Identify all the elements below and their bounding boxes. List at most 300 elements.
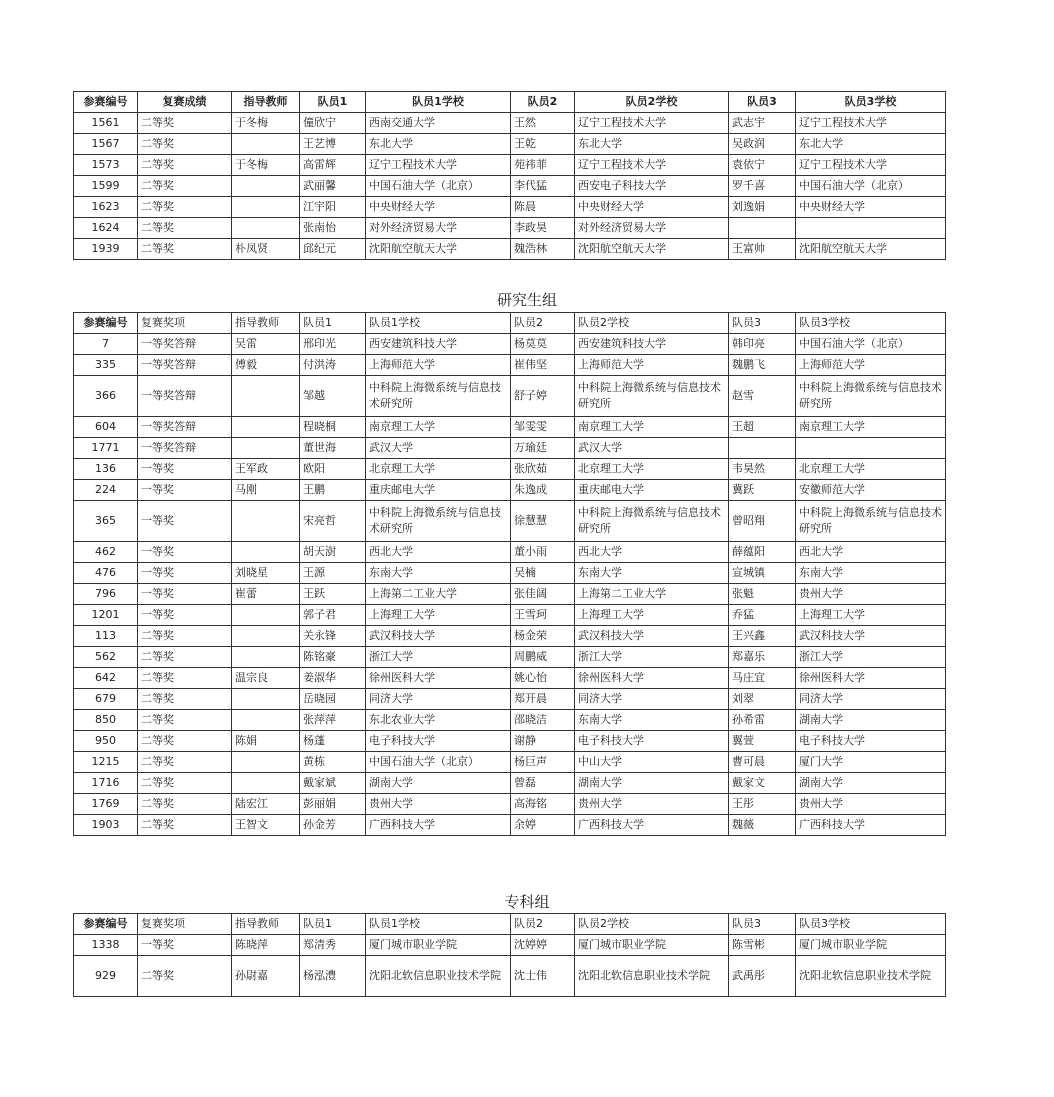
- table-cell: 陈娟: [232, 731, 300, 752]
- table-cell: 中央财经大学: [575, 197, 729, 218]
- table-cell: 上海第二工业大学: [575, 584, 729, 605]
- table-cell: 东南大学: [796, 563, 946, 584]
- table-cell: [232, 647, 300, 668]
- table-cell: 彭丽娟: [300, 794, 366, 815]
- table-cell: 杨莫莫: [511, 334, 575, 355]
- table-cell: 李政昊: [511, 218, 575, 239]
- table-cell: 电子科技大学: [366, 731, 511, 752]
- table-cell: 戴家文: [729, 773, 796, 794]
- table-cell: 广西科技大学: [575, 815, 729, 836]
- table-cell: 二等奖: [138, 956, 232, 997]
- table-cell: 南京理工大学: [366, 417, 511, 438]
- table-cell: 罗千喜: [729, 176, 796, 197]
- table-cell: 吴楠: [511, 563, 575, 584]
- table-cell: 厦门城市职业学院: [796, 935, 946, 956]
- table-cell: 万瑜廷: [511, 438, 575, 459]
- table-cell: 张南怡: [300, 218, 366, 239]
- table-cell: 僮欣宁: [300, 113, 366, 134]
- table-row: [74, 626, 946, 647]
- table-cell: 西北大学: [796, 542, 946, 563]
- table-cell: 贵州大学: [366, 794, 511, 815]
- table-cell: 陈雪彬: [729, 935, 796, 956]
- table-row: [74, 113, 946, 134]
- table-cell: 对外经济贸易大学: [366, 218, 511, 239]
- table-cell: 沈阳航空航天大学: [575, 239, 729, 260]
- table-cell: 付洪涛: [300, 355, 366, 376]
- table-cell: 北京理工大学: [796, 459, 946, 480]
- table-cell: [232, 176, 300, 197]
- column-header: 队员2: [511, 313, 575, 334]
- column-header: 队员3: [729, 914, 796, 935]
- table-cell: 袁依宁: [729, 155, 796, 176]
- table-row: [74, 956, 946, 997]
- table-row: [74, 355, 946, 376]
- table-cell: 辽宁工程技术大学: [366, 155, 511, 176]
- table-cell: 沈婷婷: [511, 935, 575, 956]
- graduate-results-table: [73, 312, 946, 836]
- column-header: 队员1: [300, 914, 366, 935]
- table-cell: 厦门大学: [796, 752, 946, 773]
- table-cell: 赵雪: [729, 376, 796, 417]
- table-cell: 邹越: [300, 376, 366, 417]
- table-cell: 上海师范大学: [796, 355, 946, 376]
- table-row: [74, 218, 946, 239]
- table-cell: 1771: [74, 438, 138, 459]
- table-cell: 戴家斌: [300, 773, 366, 794]
- table-cell: 王超: [729, 417, 796, 438]
- table-cell: 二等奖: [138, 773, 232, 794]
- table-cell: 东南大学: [575, 563, 729, 584]
- table-cell: 湖南大学: [575, 773, 729, 794]
- table-cell: 贵州大学: [575, 794, 729, 815]
- column-header: 队员3学校: [796, 914, 946, 935]
- table-cell: 王智文: [232, 815, 300, 836]
- table-cell: 同济大学: [366, 689, 511, 710]
- table-cell: 郑嘉乐: [729, 647, 796, 668]
- table-cell: 翼萱: [729, 731, 796, 752]
- table-cell: 二等奖: [138, 647, 232, 668]
- table-cell: 贵州大学: [796, 584, 946, 605]
- column-header: 队员2学校: [575, 914, 729, 935]
- table-cell: 马庄宜: [729, 668, 796, 689]
- table-cell: [232, 773, 300, 794]
- table-cell: 崔蕾: [232, 584, 300, 605]
- table-cell: 东北农业大学: [366, 710, 511, 731]
- table-cell: 孙金芳: [300, 815, 366, 836]
- table-cell: 中国石油大学（北京）: [366, 752, 511, 773]
- table-cell: 604: [74, 417, 138, 438]
- table-cell: [232, 501, 300, 542]
- table-cell: 中央财经大学: [366, 197, 511, 218]
- table-cell: 武汉大学: [366, 438, 511, 459]
- table-cell: 重庆邮电大学: [575, 480, 729, 501]
- table-cell: 中科院上海微系统与信息技术研究所: [366, 376, 511, 417]
- table-cell: 胡天澍: [300, 542, 366, 563]
- table-cell: 西安建筑科技大学: [575, 334, 729, 355]
- table-cell: 中国石油大学（北京）: [796, 334, 946, 355]
- table-cell: 朴凤贤: [232, 239, 300, 260]
- table-cell: 一等奖答辩: [138, 438, 232, 459]
- table-cell: 950: [74, 731, 138, 752]
- table-cell: 杨巨声: [511, 752, 575, 773]
- table-row: [74, 134, 946, 155]
- table-row: [74, 438, 946, 459]
- table-cell: 王然: [511, 113, 575, 134]
- column-header: 队员1学校: [366, 914, 511, 935]
- table-cell: [232, 376, 300, 417]
- table-cell: 中科院上海微系统与信息技术研究所: [575, 376, 729, 417]
- column-header: 参赛编号: [74, 313, 138, 334]
- table-cell: 重庆邮电大学: [366, 480, 511, 501]
- table-cell: 中山大学: [575, 752, 729, 773]
- table-cell: 沈阳北软信息职业技术学院: [366, 956, 511, 997]
- table-cell: [232, 605, 300, 626]
- table-cell: 程晓桐: [300, 417, 366, 438]
- table-cell: 陈铭豪: [300, 647, 366, 668]
- table-cell: 董小雨: [511, 542, 575, 563]
- table-cell: [232, 438, 300, 459]
- table-cell: 董世海: [300, 438, 366, 459]
- table-cell: 李代猛: [511, 176, 575, 197]
- table-cell: 一等奖答辩: [138, 355, 232, 376]
- table-cell: 上海师范大学: [575, 355, 729, 376]
- table-cell: 1215: [74, 752, 138, 773]
- column-header: 队员2: [511, 92, 575, 113]
- table-row: [74, 155, 946, 176]
- table-cell: 陈晓萍: [232, 935, 300, 956]
- table-cell: 厦门城市职业学院: [366, 935, 511, 956]
- column-header: 队员1: [300, 313, 366, 334]
- table-cell: 二等奖: [138, 710, 232, 731]
- table-cell: 欧阳: [300, 459, 366, 480]
- table-cell: 1769: [74, 794, 138, 815]
- table-cell: [729, 218, 796, 239]
- table-cell: 浙江大学: [366, 647, 511, 668]
- table-cell: 孙尉嘉: [232, 956, 300, 997]
- table-cell: 462: [74, 542, 138, 563]
- vocational-results-table: [73, 913, 946, 997]
- table-cell: 562: [74, 647, 138, 668]
- undergrad-results-table: [73, 91, 946, 260]
- table-cell: 韦昊然: [729, 459, 796, 480]
- table-header-row: [74, 914, 946, 935]
- table-cell: 850: [74, 710, 138, 731]
- table-cell: 上海理工大学: [575, 605, 729, 626]
- table-cell: 曹可晨: [729, 752, 796, 773]
- table-cell: 电子科技大学: [575, 731, 729, 752]
- table-cell: 魏薇: [729, 815, 796, 836]
- table-cell: 1623: [74, 197, 138, 218]
- table-cell: 二等奖: [138, 794, 232, 815]
- table-cell: 湖南大学: [796, 710, 946, 731]
- table-cell: 二等奖: [138, 626, 232, 647]
- table-cell: 642: [74, 668, 138, 689]
- table-cell: 上海师范大学: [366, 355, 511, 376]
- table-cell: 二等奖: [138, 176, 232, 197]
- table-cell: 东北大学: [575, 134, 729, 155]
- table-cell: 武汉大学: [575, 438, 729, 459]
- table-cell: 二等奖: [138, 197, 232, 218]
- section-title-graduate: 研究生组: [496, 291, 557, 309]
- table-cell: 王源: [300, 563, 366, 584]
- table-cell: 365: [74, 501, 138, 542]
- table-cell: 舒子婷: [511, 376, 575, 417]
- table-cell: 一等奖答辩: [138, 417, 232, 438]
- table-cell: 上海理工大学: [796, 605, 946, 626]
- table-cell: 黄栋: [300, 752, 366, 773]
- column-header: 队员1学校: [366, 313, 511, 334]
- column-header: 参赛编号: [74, 92, 138, 113]
- table-cell: 上海理工大学: [366, 605, 511, 626]
- table-cell: 同济大学: [575, 689, 729, 710]
- section-title-vocational: 专科组: [504, 893, 550, 911]
- table-cell: 杨金荣: [511, 626, 575, 647]
- table-row: [74, 459, 946, 480]
- table-cell: 一等奖: [138, 935, 232, 956]
- table-cell: 136: [74, 459, 138, 480]
- table-cell: 郑清秀: [300, 935, 366, 956]
- table-cell: 杨泓澧: [300, 956, 366, 997]
- table-cell: 西安电子科技大学: [575, 176, 729, 197]
- column-header: 指导教师: [232, 92, 300, 113]
- table-cell: 姜淑华: [300, 668, 366, 689]
- table-cell: 王富帅: [729, 239, 796, 260]
- table-cell: 南京理工大学: [575, 417, 729, 438]
- column-header: 复赛成绩: [138, 92, 232, 113]
- table-cell: 辽宁工程技术大学: [796, 113, 946, 134]
- table-cell: 江宇阳: [300, 197, 366, 218]
- table-cell: [232, 542, 300, 563]
- table-cell: 二等奖: [138, 218, 232, 239]
- table-header-row: [74, 92, 946, 113]
- table-cell: 929: [74, 956, 138, 997]
- table-cell: 一等奖答辩: [138, 376, 232, 417]
- column-header: 队员3: [729, 92, 796, 113]
- table-cell: 中科院上海微系统与信息技术研究所: [796, 501, 946, 542]
- table-cell: 中科院上海微系统与信息技术研究所: [366, 501, 511, 542]
- table-cell: 陈晨: [511, 197, 575, 218]
- table-cell: 南京理工大学: [796, 417, 946, 438]
- table-cell: [232, 417, 300, 438]
- table-cell: 一等奖: [138, 584, 232, 605]
- table-cell: 马刚: [232, 480, 300, 501]
- table-cell: 孙希雷: [729, 710, 796, 731]
- table-cell: 二等奖: [138, 134, 232, 155]
- table-cell: 关永锋: [300, 626, 366, 647]
- table-row: [74, 376, 946, 417]
- table-cell: 姚心怡: [511, 668, 575, 689]
- table-cell: 邱纪元: [300, 239, 366, 260]
- table-cell: 郑开晨: [511, 689, 575, 710]
- table-cell: 宋亮哲: [300, 501, 366, 542]
- table-cell: 崔伟坚: [511, 355, 575, 376]
- table-cell: 苑祎菲: [511, 155, 575, 176]
- table-cell: 杨蓬: [300, 731, 366, 752]
- table-cell: 一等奖: [138, 605, 232, 626]
- table-row: [74, 334, 946, 355]
- table-row: [74, 480, 946, 501]
- table-cell: 广西科技大学: [366, 815, 511, 836]
- table-cell: 王兴鑫: [729, 626, 796, 647]
- table-cell: 曾磊: [511, 773, 575, 794]
- table-cell: 113: [74, 626, 138, 647]
- table-cell: 张魁: [729, 584, 796, 605]
- table-cell: 王鹏: [300, 480, 366, 501]
- table-cell: 武丽馨: [300, 176, 366, 197]
- table-cell: 西南交通大学: [366, 113, 511, 134]
- table-cell: 郭子君: [300, 605, 366, 626]
- table-cell: 二等奖: [138, 689, 232, 710]
- table-cell: 北京理工大学: [366, 459, 511, 480]
- table-cell: 武汉科技大学: [575, 626, 729, 647]
- table-cell: 1599: [74, 176, 138, 197]
- table-cell: [232, 710, 300, 731]
- table-cell: 西安建筑科技大学: [366, 334, 511, 355]
- table-cell: 徐州医科大学: [796, 668, 946, 689]
- table-cell: 一等奖: [138, 501, 232, 542]
- table-cell: 北京理工大学: [575, 459, 729, 480]
- table-cell: [796, 218, 946, 239]
- table-cell: 辽宁工程技术大学: [796, 155, 946, 176]
- table-cell: 东北大学: [796, 134, 946, 155]
- table-cell: 高雷辉: [300, 155, 366, 176]
- table-row: [74, 710, 946, 731]
- table-cell: 中科院上海微系统与信息技术研究所: [575, 501, 729, 542]
- table-row: [74, 935, 946, 956]
- column-header: 队员3: [729, 313, 796, 334]
- table-cell: 1201: [74, 605, 138, 626]
- table-row: [74, 668, 946, 689]
- table-cell: 一等奖: [138, 563, 232, 584]
- table-row: [74, 752, 946, 773]
- table-cell: 沈阳北软信息职业技术学院: [575, 956, 729, 997]
- table-row: [74, 605, 946, 626]
- table-cell: 魏鹏飞: [729, 355, 796, 376]
- table-cell: [232, 197, 300, 218]
- table-cell: 邵晓洁: [511, 710, 575, 731]
- table-cell: 中国石油大学（北京）: [796, 176, 946, 197]
- table-cell: 于冬梅: [232, 113, 300, 134]
- table-cell: 对外经济贸易大学: [575, 218, 729, 239]
- table-cell: 1338: [74, 935, 138, 956]
- table-cell: 西北大学: [575, 542, 729, 563]
- table-cell: 湖南大学: [796, 773, 946, 794]
- table-cell: 东北大学: [366, 134, 511, 155]
- table-row: [74, 542, 946, 563]
- table-cell: 贵州大学: [796, 794, 946, 815]
- table-cell: 刘翠: [729, 689, 796, 710]
- table-cell: 沈士伟: [511, 956, 575, 997]
- table-row: [74, 815, 946, 836]
- column-header: 队员2: [511, 914, 575, 935]
- table-cell: 厦门城市职业学院: [575, 935, 729, 956]
- table-cell: 乔猛: [729, 605, 796, 626]
- column-header: 队员3学校: [796, 313, 946, 334]
- table-cell: 王雪珂: [511, 605, 575, 626]
- table-cell: 徐州医科大学: [366, 668, 511, 689]
- table-cell: 宣城镇: [729, 563, 796, 584]
- table-cell: [232, 689, 300, 710]
- table-cell: 高海铭: [511, 794, 575, 815]
- table-cell: [232, 752, 300, 773]
- table-cell: 1716: [74, 773, 138, 794]
- table-cell: 王彤: [729, 794, 796, 815]
- table-cell: 796: [74, 584, 138, 605]
- table-cell: [232, 134, 300, 155]
- table-row: [74, 239, 946, 260]
- table-cell: 傅毅: [232, 355, 300, 376]
- table-row: [74, 501, 946, 542]
- table-cell: 曾昭翔: [729, 501, 796, 542]
- table-cell: 冀跃: [729, 480, 796, 501]
- table-cell: 邹雯雯: [511, 417, 575, 438]
- table-cell: 东南大学: [366, 563, 511, 584]
- table-cell: 王跃: [300, 584, 366, 605]
- table-cell: 刘逸娟: [729, 197, 796, 218]
- table-cell: 薛蕴阳: [729, 542, 796, 563]
- table-cell: 王艺博: [300, 134, 366, 155]
- table-row: [74, 584, 946, 605]
- table-cell: 二等奖: [138, 815, 232, 836]
- table-cell: 刘晓星: [232, 563, 300, 584]
- column-header: 参赛编号: [74, 914, 138, 935]
- column-header: 队员3学校: [796, 92, 946, 113]
- table-cell: 679: [74, 689, 138, 710]
- table-cell: 沈阳航空航天大学: [366, 239, 511, 260]
- column-header: 指导教师: [232, 313, 300, 334]
- column-header: 队员2学校: [575, 92, 729, 113]
- table-cell: 周鹏威: [511, 647, 575, 668]
- table-cell: 1624: [74, 218, 138, 239]
- table-cell: 广西科技大学: [796, 815, 946, 836]
- table-row: [74, 647, 946, 668]
- table-cell: 二等奖: [138, 668, 232, 689]
- table-cell: [232, 626, 300, 647]
- table-cell: [796, 438, 946, 459]
- table-cell: 电子科技大学: [796, 731, 946, 752]
- table-cell: 张欣茹: [511, 459, 575, 480]
- table-cell: 476: [74, 563, 138, 584]
- table-cell: 武汉科技大学: [366, 626, 511, 647]
- table-cell: 一等奖答辩: [138, 334, 232, 355]
- table-cell: 余婷: [511, 815, 575, 836]
- table-cell: 7: [74, 334, 138, 355]
- table-cell: 中央财经大学: [796, 197, 946, 218]
- table-cell: 吴政润: [729, 134, 796, 155]
- table-cell: 湖南大学: [366, 773, 511, 794]
- column-header: 队员1: [300, 92, 366, 113]
- table-cell: 沈阳北软信息职业技术学院: [796, 956, 946, 997]
- table-cell: 韩印亮: [729, 334, 796, 355]
- table-cell: 335: [74, 355, 138, 376]
- table-row: [74, 794, 946, 815]
- table-cell: 同济大学: [796, 689, 946, 710]
- table-cell: 吴雷: [232, 334, 300, 355]
- table-cell: 温宗良: [232, 668, 300, 689]
- column-header: 复赛奖项: [138, 313, 232, 334]
- table-cell: 浙江大学: [575, 647, 729, 668]
- table-cell: 谢静: [511, 731, 575, 752]
- table-cell: 二等奖: [138, 752, 232, 773]
- table-cell: 魏浩林: [511, 239, 575, 260]
- table-cell: 辽宁工程技术大学: [575, 155, 729, 176]
- table-cell: 岳晓园: [300, 689, 366, 710]
- table-row: [74, 563, 946, 584]
- table-cell: 一等奖: [138, 459, 232, 480]
- table-cell: 1903: [74, 815, 138, 836]
- table-cell: 张佳阔: [511, 584, 575, 605]
- table-cell: 安徽师范大学: [796, 480, 946, 501]
